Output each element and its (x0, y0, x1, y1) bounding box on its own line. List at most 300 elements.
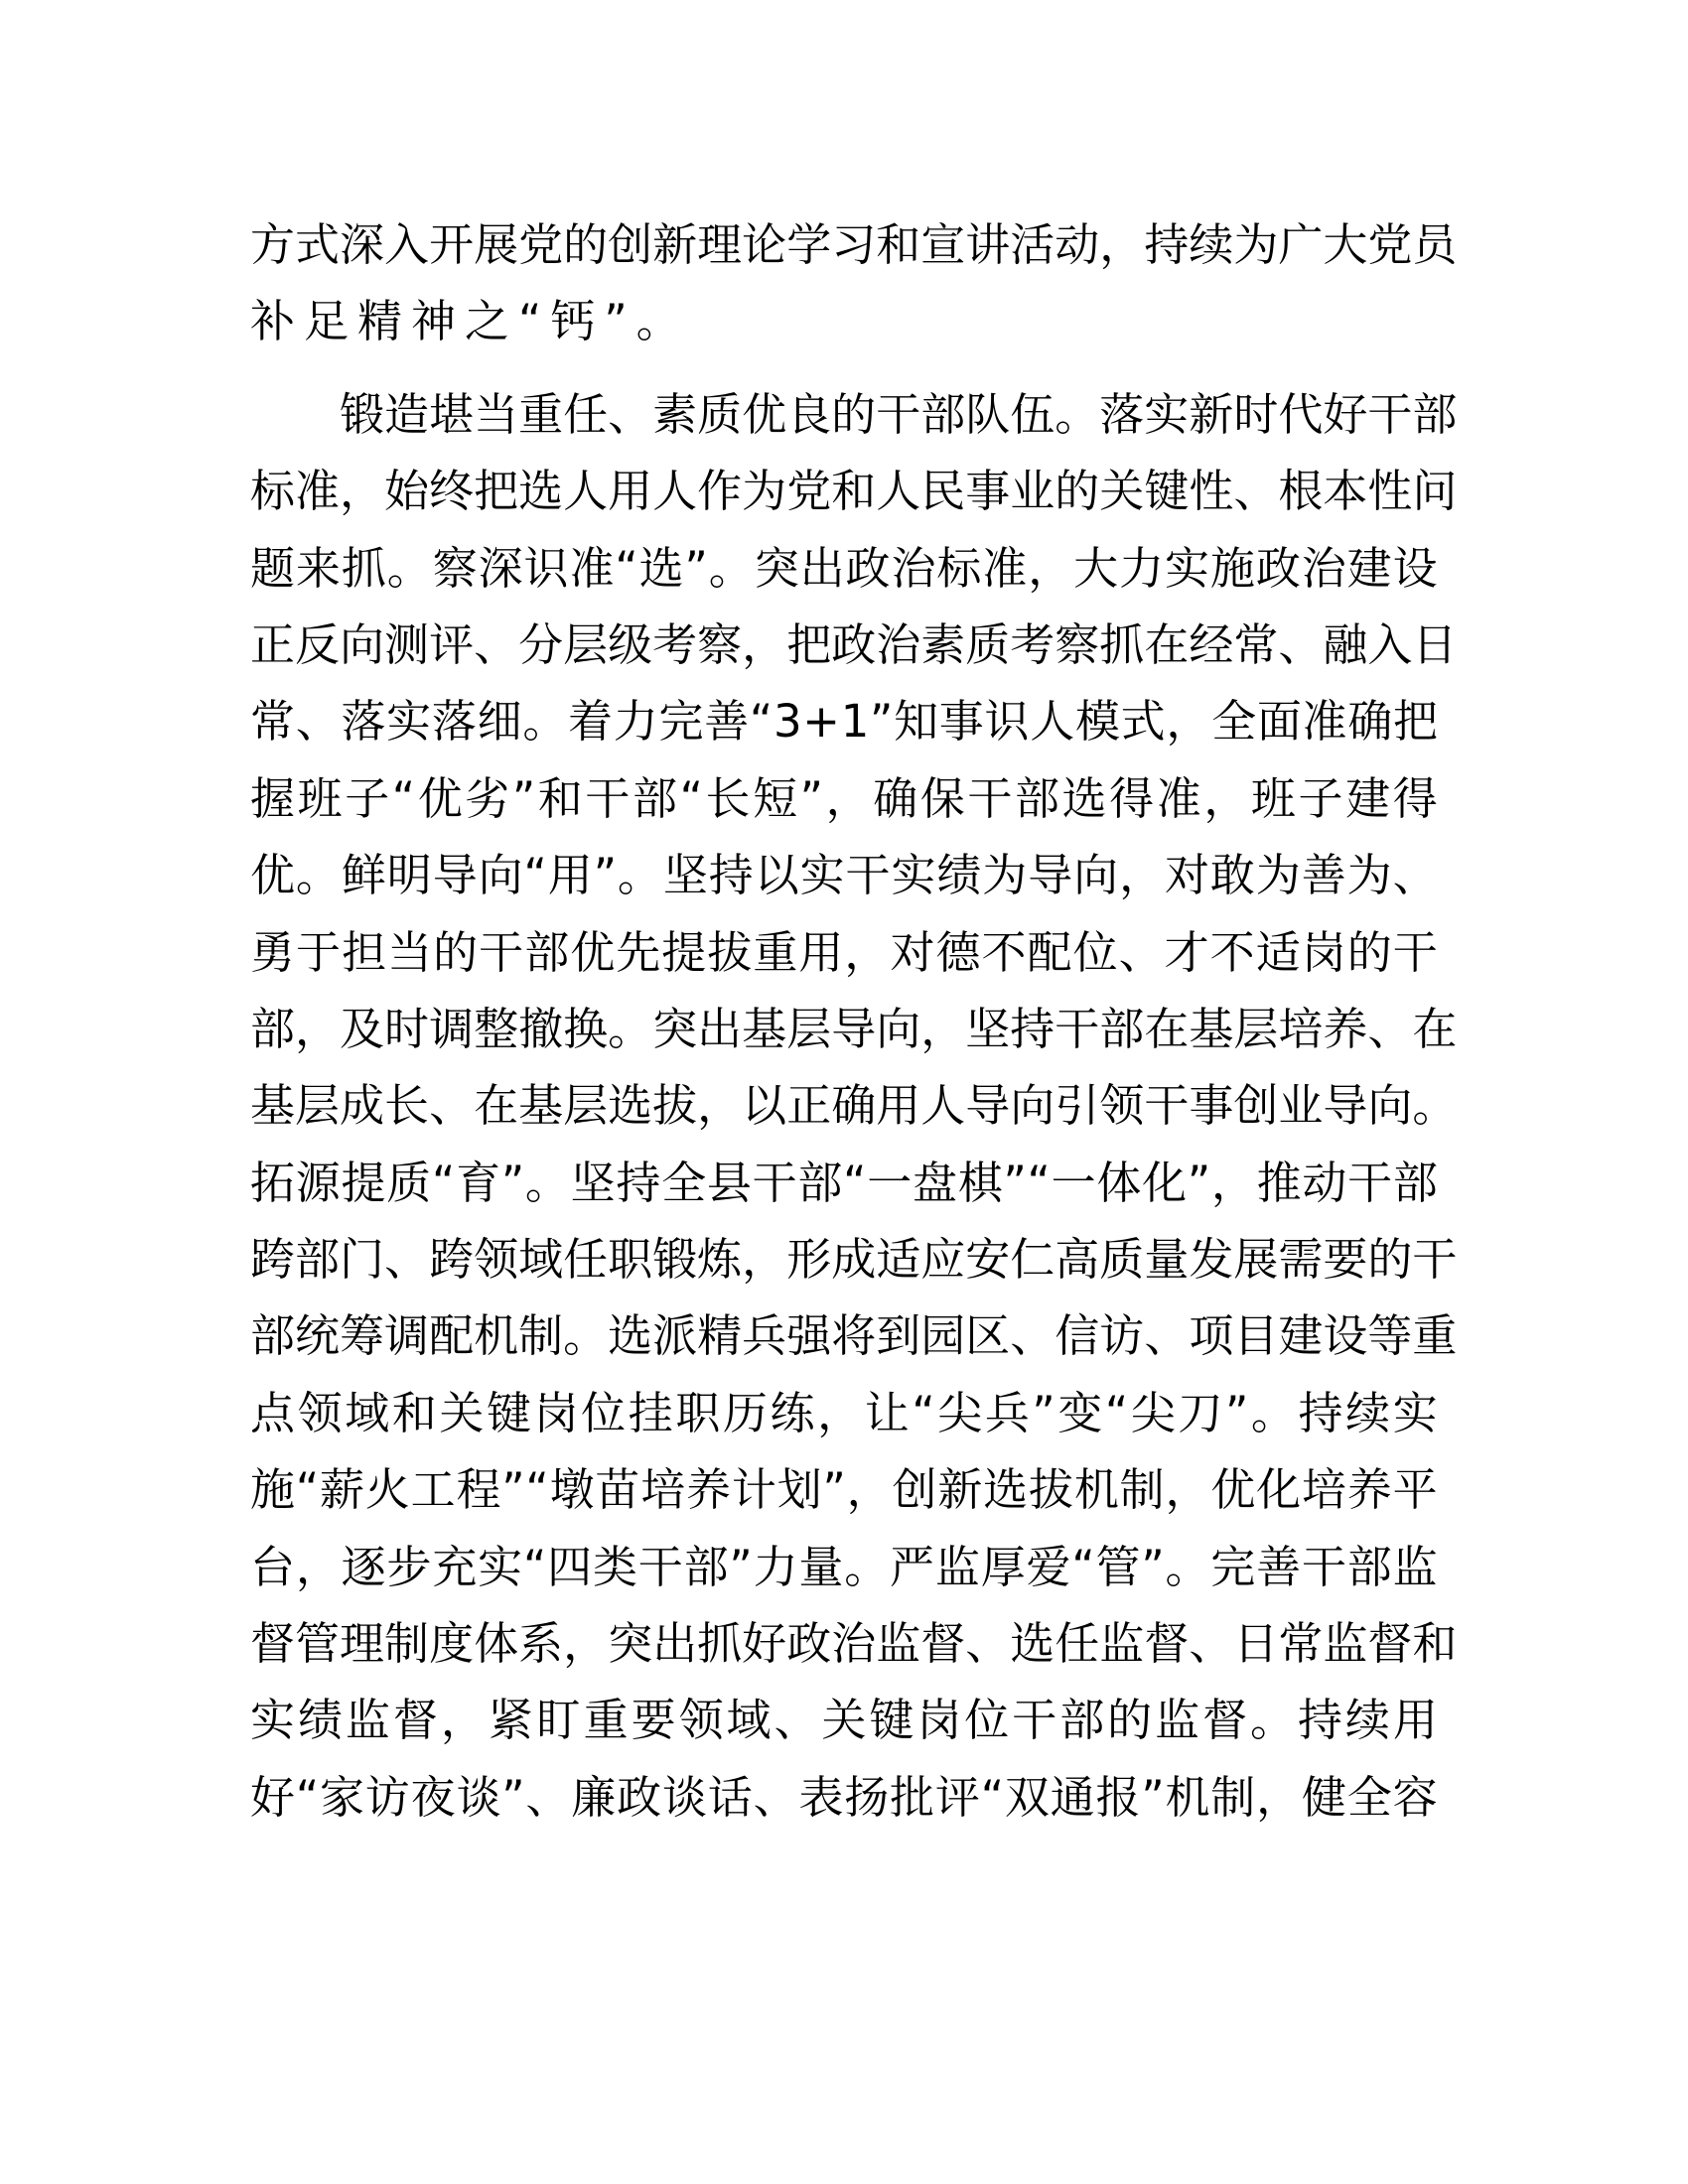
glyph: 。 (563, 1309, 609, 1363)
glyph: 握 (250, 771, 296, 825)
glyph: 新 (1189, 387, 1234, 441)
glyph: 苗 (595, 1463, 640, 1517)
glyph: 选 (608, 1309, 653, 1363)
glyph: 质 (965, 617, 1011, 671)
glyph: ， (340, 465, 385, 518)
glyph: 。 (1055, 387, 1100, 441)
glyph: 班 (1250, 771, 1296, 825)
glyph: 筹 (340, 1309, 385, 1363)
glyph: 实 (799, 849, 845, 902)
glyph: ” (501, 1770, 525, 1824)
glyph: 业 (1278, 1079, 1324, 1133)
glyph: “ (749, 695, 774, 749)
text-line (250, 1759, 1438, 1836)
glyph: 持 (1144, 218, 1190, 271)
text-line (250, 1682, 1438, 1758)
glyph: 新 (937, 1463, 983, 1517)
glyph: 机 (1073, 1463, 1119, 1517)
glyph: 薪 (319, 1463, 364, 1517)
glyph: 管 (1095, 1540, 1141, 1593)
glyph: “ (295, 1463, 320, 1517)
glyph: 突 (652, 1002, 698, 1055)
text-line (250, 607, 1458, 683)
glyph: 建 (1346, 541, 1392, 595)
glyph: 机 (474, 1309, 519, 1363)
glyph: 以 (742, 1079, 787, 1133)
glyph: 部 (295, 1233, 341, 1287)
glyph: 习 (831, 218, 877, 271)
glyph: ” (1141, 1540, 1165, 1593)
glyph: 。 (295, 849, 341, 902)
glyph: 键 (486, 1386, 531, 1439)
glyph: 干 (637, 1540, 683, 1593)
glyph: 层 (295, 1079, 341, 1133)
glyph: 着 (568, 695, 614, 749)
glyph: 部 (250, 1002, 296, 1055)
glyph: 测 (384, 617, 430, 671)
text-line (250, 530, 1438, 607)
glyph: 夜 (410, 1770, 456, 1824)
glyph: 。 (1250, 1386, 1296, 1439)
glyph: 厚 (980, 1540, 1026, 1593)
glyph: 领 (297, 1386, 343, 1439)
glyph: ” (1187, 1156, 1211, 1209)
glyph: 续 (1344, 1694, 1390, 1747)
glyph: 创 (1233, 1079, 1279, 1133)
glyph: + (802, 695, 840, 749)
glyph: 把 (474, 465, 519, 518)
glyph: 形 (786, 1233, 832, 1287)
glyph: 墩 (549, 1463, 595, 1517)
glyph: 部 (1059, 1694, 1105, 1747)
glyph: 兵 (984, 1386, 1030, 1439)
glyph: 严 (890, 1540, 935, 1593)
glyph: 设 (1392, 541, 1438, 595)
glyph: 盘 (912, 1156, 957, 1209)
glyph: 干 (845, 849, 891, 902)
glyph: 反 (295, 617, 341, 671)
glyph: 入 (384, 218, 430, 271)
paragraph-2 (250, 376, 1458, 1836)
glyph: 位 (1072, 925, 1118, 979)
glyph: 用 (798, 925, 844, 979)
glyph: 全 (1346, 1770, 1392, 1824)
glyph: 为 (742, 465, 787, 518)
text-line (250, 376, 1458, 453)
glyph: 优 (742, 387, 787, 441)
glyph: 监 (1155, 1694, 1200, 1747)
glyph: 和 (876, 218, 921, 271)
glyph: “ (980, 1770, 1005, 1824)
glyph: 深 (340, 218, 385, 271)
glyph: 持 (616, 1156, 661, 1209)
glyph: 、 (429, 1079, 475, 1133)
glyph: 选 (983, 1463, 1029, 1517)
glyph: 用 (608, 465, 653, 518)
glyph: 、 (384, 1233, 430, 1287)
glyph: ” (593, 849, 618, 902)
glyph: 动 (1055, 218, 1100, 271)
glyph: 。 (708, 541, 754, 595)
glyph: 考 (652, 617, 698, 671)
glyph: 用 (1392, 1694, 1438, 1747)
glyph: 监 (934, 1540, 980, 1593)
glyph: 跨 (429, 1233, 475, 1287)
glyph: 制 (518, 1309, 564, 1363)
glyph: 调 (429, 1002, 475, 1055)
glyph: ” (799, 771, 823, 825)
glyph: 干 (1367, 387, 1413, 441)
glyph: 确 (873, 771, 918, 825)
glyph: 持 (1298, 1386, 1343, 1439)
glyph: 的 (433, 925, 479, 979)
glyph: 续 (1345, 1386, 1391, 1439)
glyph: 创 (608, 218, 653, 271)
glyph: 动 (1302, 1156, 1347, 1209)
glyph: 深 (478, 541, 523, 595)
glyph: 入 (1367, 617, 1413, 671)
text-line (250, 1529, 1438, 1605)
glyph: ， (1028, 541, 1073, 595)
glyph: 明 (386, 849, 432, 902)
glyph: 管 (295, 1617, 341, 1671)
glyph: 向 (340, 617, 385, 671)
glyph: 标 (936, 541, 982, 595)
glyph: 、 (774, 1694, 819, 1747)
glyph: 政 (831, 617, 877, 671)
glyph: 造 (384, 387, 430, 441)
glyph: 兵 (742, 1309, 787, 1363)
glyph: 伍 (1010, 387, 1055, 441)
glyph: 用 (876, 1079, 921, 1133)
glyph: 话 (707, 1770, 753, 1824)
glyph: 。 (1250, 1694, 1296, 1747)
glyph: 得 (1392, 771, 1438, 825)
glyph: 领 (474, 1233, 519, 1287)
glyph: 部 (250, 1309, 296, 1363)
glyph: 表 (798, 1770, 844, 1824)
glyph: 健 (1301, 1770, 1346, 1824)
text-line (250, 1451, 1438, 1528)
glyph: 对 (890, 925, 935, 979)
glyph: 适 (1255, 925, 1301, 979)
glyph: 理 (340, 1617, 385, 1671)
glyph: 力 (753, 1540, 798, 1593)
glyph: 论 (742, 218, 787, 271)
glyph: 重 (518, 387, 564, 441)
glyph: 培 (1278, 1002, 1324, 1055)
glyph: 尖 (1130, 1386, 1176, 1439)
glyph: 、 (1278, 617, 1324, 671)
paragraph-1 (250, 206, 1458, 360)
glyph: 为 (982, 849, 1028, 902)
glyph: 选 (518, 465, 564, 518)
glyph: 、 (1392, 849, 1438, 902)
glyph: 的 (831, 387, 877, 441)
glyph: ” (822, 1463, 846, 1517)
glyph: 尖 (937, 1386, 983, 1439)
glyph: 新 (652, 218, 698, 271)
glyph: 续 (1189, 218, 1234, 271)
glyph: 家 (319, 1770, 364, 1824)
glyph: 干 (1392, 925, 1438, 979)
glyph: 持 (708, 849, 754, 902)
glyph: 式 (295, 218, 341, 271)
text-line (250, 991, 1458, 1067)
glyph: 制 (1210, 1770, 1256, 1824)
glyph: 实 (1144, 387, 1190, 441)
glyph: “ (679, 771, 703, 825)
glyph: ， (742, 1233, 787, 1287)
glyph: 人 (1030, 695, 1075, 749)
glyph: 在 (1144, 1002, 1190, 1055)
glyph: 在 (1144, 617, 1190, 671)
glyph: 当 (474, 387, 519, 441)
glyph: 要 (631, 1694, 676, 1747)
glyph: ， (1256, 1770, 1302, 1824)
glyph: 制 (384, 1617, 430, 1671)
glyph: 步 (386, 1540, 432, 1593)
glyph: 目 (1233, 1309, 1279, 1363)
glyph: 、 (965, 1617, 1011, 1671)
glyph: 基 (518, 1079, 564, 1133)
glyph: 素 (652, 387, 698, 441)
glyph: 事 (965, 465, 1011, 518)
glyph: ” (1032, 1386, 1055, 1439)
glyph: 育 (456, 1156, 501, 1209)
glyph: 域 (345, 1386, 390, 1439)
glyph: 分 (518, 617, 564, 671)
glyph: 领 (1099, 1079, 1145, 1133)
glyph: 强 (786, 1309, 832, 1363)
glyph: 模 (1074, 695, 1120, 749)
glyph: 勇 (250, 925, 296, 979)
glyph: 应 (920, 1233, 966, 1287)
glyph: 养 (1323, 1002, 1368, 1055)
glyph: 域 (726, 1694, 772, 1747)
glyph: 系 (518, 1617, 564, 1671)
glyph: 化 (1256, 1463, 1302, 1517)
glyph: “ (391, 771, 416, 825)
glyph: 识 (984, 695, 1030, 749)
glyph: 任 (563, 387, 609, 441)
glyph: 确 (1347, 695, 1393, 749)
glyph: 实 (478, 1540, 523, 1593)
glyph: 员 (1412, 218, 1458, 271)
glyph: 坚 (965, 1002, 1011, 1055)
glyph: 级 (608, 617, 653, 671)
glyph: 、 (753, 1770, 798, 1824)
glyph: 锻 (652, 1233, 698, 1287)
glyph: 重 (753, 925, 798, 979)
glyph: 锻 (340, 387, 385, 441)
glyph: 导 (1323, 1079, 1368, 1133)
glyph: 设 (1323, 1309, 1368, 1363)
glyph: 拓 (250, 1156, 296, 1209)
glyph: 出 (652, 1617, 698, 1671)
glyph: 督 (920, 1617, 966, 1671)
glyph: 拔 (1028, 1463, 1073, 1517)
glyph: 绩 (297, 1694, 343, 1747)
text-line (250, 683, 1438, 759)
glyph: ， (1210, 1156, 1256, 1209)
glyph: “ (525, 1463, 549, 1517)
glyph: 职 (675, 1386, 721, 1439)
glyph: 治 (831, 1617, 877, 1671)
glyph: “ (523, 849, 547, 902)
glyph: 通 (1050, 1770, 1095, 1824)
glyph: 察 (1055, 617, 1100, 671)
glyph: 。 (608, 1002, 653, 1055)
glyph: 选 (608, 1079, 653, 1133)
glyph: 以 (754, 849, 799, 902)
glyph: ” (870, 695, 894, 749)
glyph: 敢 (1209, 849, 1255, 902)
glyph: 关 (1099, 465, 1145, 518)
glyph: 紧 (488, 1694, 533, 1747)
glyph: 式 (1120, 695, 1166, 749)
glyph: 统 (295, 1309, 341, 1363)
glyph: 成 (831, 1233, 877, 1287)
glyph: 基 (742, 1002, 787, 1055)
glyph: ， (295, 1002, 341, 1055)
glyph: 及 (340, 1002, 385, 1055)
glyph: 确 (831, 1079, 877, 1133)
glyph: 保 (919, 771, 965, 825)
glyph: ， (825, 771, 871, 825)
glyph: 提 (661, 925, 707, 979)
glyph: 优 (570, 925, 616, 979)
glyph: 问 (1412, 465, 1458, 518)
glyph: 不 (981, 925, 1027, 979)
glyph: 基 (1189, 1002, 1234, 1055)
glyph: 和 (391, 1386, 437, 1439)
glyph: 、 (1118, 925, 1164, 979)
glyph: 常 (1233, 617, 1279, 671)
glyph: 政 (845, 541, 891, 595)
glyph: 督 (392, 1694, 438, 1747)
glyph: 的 (563, 218, 609, 271)
glyph: 类 (592, 1540, 637, 1593)
glyph: 大 (1073, 541, 1119, 595)
glyph: ， (920, 1002, 966, 1055)
glyph: 工 (410, 1463, 456, 1517)
glyph: 政 (786, 1617, 832, 1671)
glyph: 、 (474, 617, 519, 671)
glyph: 绩 (936, 849, 982, 902)
glyph: 历 (722, 1386, 768, 1439)
glyph: 。 (1165, 1540, 1210, 1593)
glyph: 标 (250, 465, 296, 518)
glyph: ， (563, 1617, 609, 1671)
glyph: 事 (938, 695, 984, 749)
glyph: 质 (386, 1156, 432, 1209)
glyph: 人 (563, 465, 609, 518)
glyph: 机 (1165, 1770, 1210, 1824)
glyph: 落 (1099, 387, 1145, 441)
glyph: 大 (1323, 218, 1368, 271)
glyph: 部 (920, 387, 966, 441)
glyph: 宣 (920, 218, 966, 271)
glyph: 察 (432, 541, 478, 595)
glyph: 棋 (957, 1156, 1003, 1209)
glyph: 把 (786, 617, 832, 671)
glyph: “ (432, 1156, 456, 1209)
glyph: 层 (563, 1079, 609, 1133)
glyph: 任 (563, 1233, 609, 1287)
glyph: 推 (1256, 1156, 1302, 1209)
glyph: 选 (638, 541, 684, 595)
glyph: 程 (456, 1463, 501, 1517)
glyph: 向 (1010, 1079, 1055, 1133)
glyph: 根 (1278, 465, 1324, 518)
glyph: 识 (523, 541, 569, 595)
glyph: 完 (658, 695, 704, 749)
glyph: ， (846, 1463, 892, 1517)
glyph: 、 (1233, 465, 1279, 518)
glyph: 、 (1144, 1309, 1190, 1363)
glyph: 挂 (628, 1386, 673, 1439)
glyph: 好 (742, 1617, 787, 1671)
glyph: 素 (920, 617, 966, 671)
glyph: 重 (583, 1694, 629, 1747)
glyph: 于 (296, 925, 342, 979)
glyph: 抓 (341, 541, 386, 595)
glyph: 爱 (1026, 1540, 1071, 1593)
glyph: 坚 (662, 849, 708, 902)
glyph: “ (522, 1540, 547, 1593)
glyph: 优 (417, 771, 463, 825)
glyph: 向 (1367, 1079, 1413, 1133)
glyph: 长 (705, 771, 751, 825)
glyph: 门 (340, 1233, 385, 1287)
glyph: 基 (250, 1079, 296, 1133)
glyph: 点 (250, 1386, 296, 1439)
glyph: 干 (479, 925, 524, 979)
glyph: 。 (844, 1540, 890, 1593)
glyph: ” (729, 1540, 753, 1593)
glyph: 层 (1233, 1002, 1279, 1055)
glyph: 建 (1345, 771, 1391, 825)
glyph: 访 (1099, 1309, 1145, 1363)
glyph: 一 (867, 1156, 913, 1209)
glyph: 党 (1367, 218, 1413, 271)
text-line (250, 1145, 1438, 1221)
glyph: 终 (429, 465, 475, 518)
glyph: 导 (831, 1002, 877, 1055)
glyph: 督 (1367, 1617, 1413, 1671)
glyph: 将 (831, 1309, 877, 1363)
glyph: 台 (250, 1540, 296, 1593)
glyph: 量 (798, 1540, 844, 1593)
glyph: 优 (250, 849, 296, 902)
glyph: 正 (786, 1079, 832, 1133)
glyph: 监 (876, 1617, 921, 1671)
glyph: 引 (1055, 1079, 1100, 1133)
glyph: 。 (386, 541, 432, 595)
glyph: 细 (477, 695, 522, 749)
glyph: 关 (439, 1386, 485, 1439)
glyph: 常 (250, 695, 296, 749)
glyph: 先 (616, 925, 661, 979)
glyph: 部 (524, 925, 570, 979)
glyph: 治 (1301, 541, 1346, 595)
glyph: 键 (1144, 465, 1190, 518)
glyph: 双 (1004, 1770, 1050, 1824)
glyph: 评 (934, 1770, 980, 1824)
glyph: 性 (1189, 465, 1234, 518)
glyph: 和 (831, 465, 877, 518)
